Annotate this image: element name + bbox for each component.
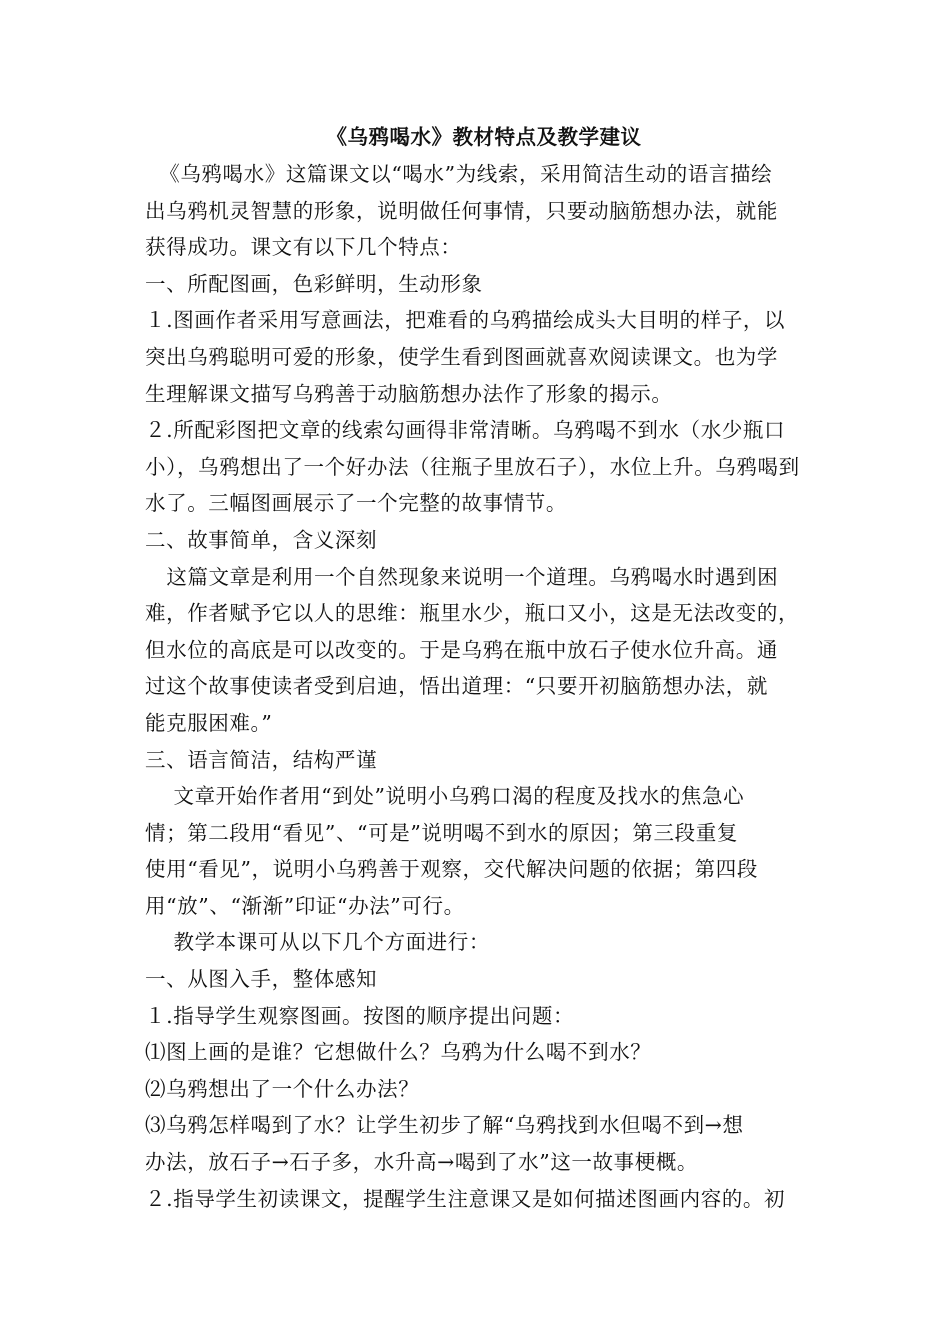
text-line: 使用“看见”，说明小乌鸦善于观察，交代解决问题的依据；第四段 — [145, 857, 758, 882]
text-line: ⑴图上画的是谁？它想做什么？乌鸦为什么喝不到水？ — [145, 1040, 652, 1065]
text-line: 用“放”、“渐渐”印证“办法”可行。 — [145, 893, 465, 918]
document-title: 《乌鸦喝水》教材特点及教学建议 — [326, 125, 642, 149]
text-line: 突出乌鸦聪明可爱的形象，使学生看到图画就喜欢阅读课文。也为学 — [145, 344, 778, 369]
document-page — [145, 118, 813, 1217]
text-line: 小），乌鸦想出了一个好办法（往瓶子里放石子），水位上升。乌鸦喝到 — [145, 454, 800, 479]
text-line: 教学本课可从以下几个方面进行： — [145, 930, 490, 955]
text-line: 水了。三幅图画展示了一个完整的故事情节。 — [145, 491, 567, 516]
text-line: 过这个故事使读者受到启迪，悟出道理：“只要开初脑筋想办法，就 — [145, 674, 768, 699]
text-line: 办法，放石子→石子多，水升高→喝到了水”这一故事梗概。 — [145, 1150, 699, 1175]
text-line: 《乌鸦喝水》这篇课文以“喝水”为线索，采用简洁生动的语言描绘 — [145, 162, 773, 186]
text-line: ２.所配彩图把文章的线索勾画得非常清晰。乌鸦喝不到水（水少瓶口 — [145, 418, 786, 443]
text-line: 生理解课文描写乌鸦善于动脑筋想办法作了形象的揭示。 — [145, 381, 673, 406]
text-line: 一、所配图画，色彩鲜明，生动形象 — [145, 271, 483, 296]
text-line: ⑶乌鸦怎样喝到了水？让学生初步了解“乌鸦找到水但喝不到→想 — [145, 1113, 744, 1138]
text-line: 出乌鸦机灵智慧的形象，说明做任何事情，只要动脑筋想办法，就能 — [145, 198, 778, 223]
text-line: 文章开始作者用“到处”说明小乌鸦口渴的程度及找水的焦急心 — [145, 784, 745, 809]
text-line: ⑵乌鸦想出了一个什么办法？ — [145, 1076, 420, 1101]
text-line: １.图画作者采用写意画法，把难看的乌鸦描绘成头大目明的样子，以 — [145, 308, 786, 333]
text-line: 能克服困难。” — [145, 710, 273, 735]
document-body — [145, 156, 813, 1217]
text-line: 难，作者赋予它以人的思维：瓶里水少，瓶口又小，这是无法改变的， — [145, 601, 800, 626]
text-line: ２.指导学生初读课文，提醒学生注意课又是如何描述图画内容的。初 — [145, 1186, 786, 1211]
text-line: 三、语言简洁，结构严谨 — [145, 747, 378, 772]
text-line: 这篇文章是利用一个自然现象来说明一个道理。乌鸦喝水时遇到困 — [145, 564, 779, 589]
text-line: 情；第二段用“看见”、“可是”说明喝不到水的原因；第三段重复 — [145, 820, 738, 845]
text-line: 但水位的高底是可以改变的。于是乌鸦在瓶中放石子使水位升高。通 — [145, 637, 778, 662]
text-line: 一、从图入手，整体感知 — [145, 967, 378, 992]
text-line: １.指导学生观察图画。按图的顺序提出问题： — [145, 1003, 575, 1028]
text-line: 获得成功。课文有以下几个特点： — [145, 235, 462, 260]
text-line: 二、故事简单，含义深刻 — [145, 527, 378, 552]
